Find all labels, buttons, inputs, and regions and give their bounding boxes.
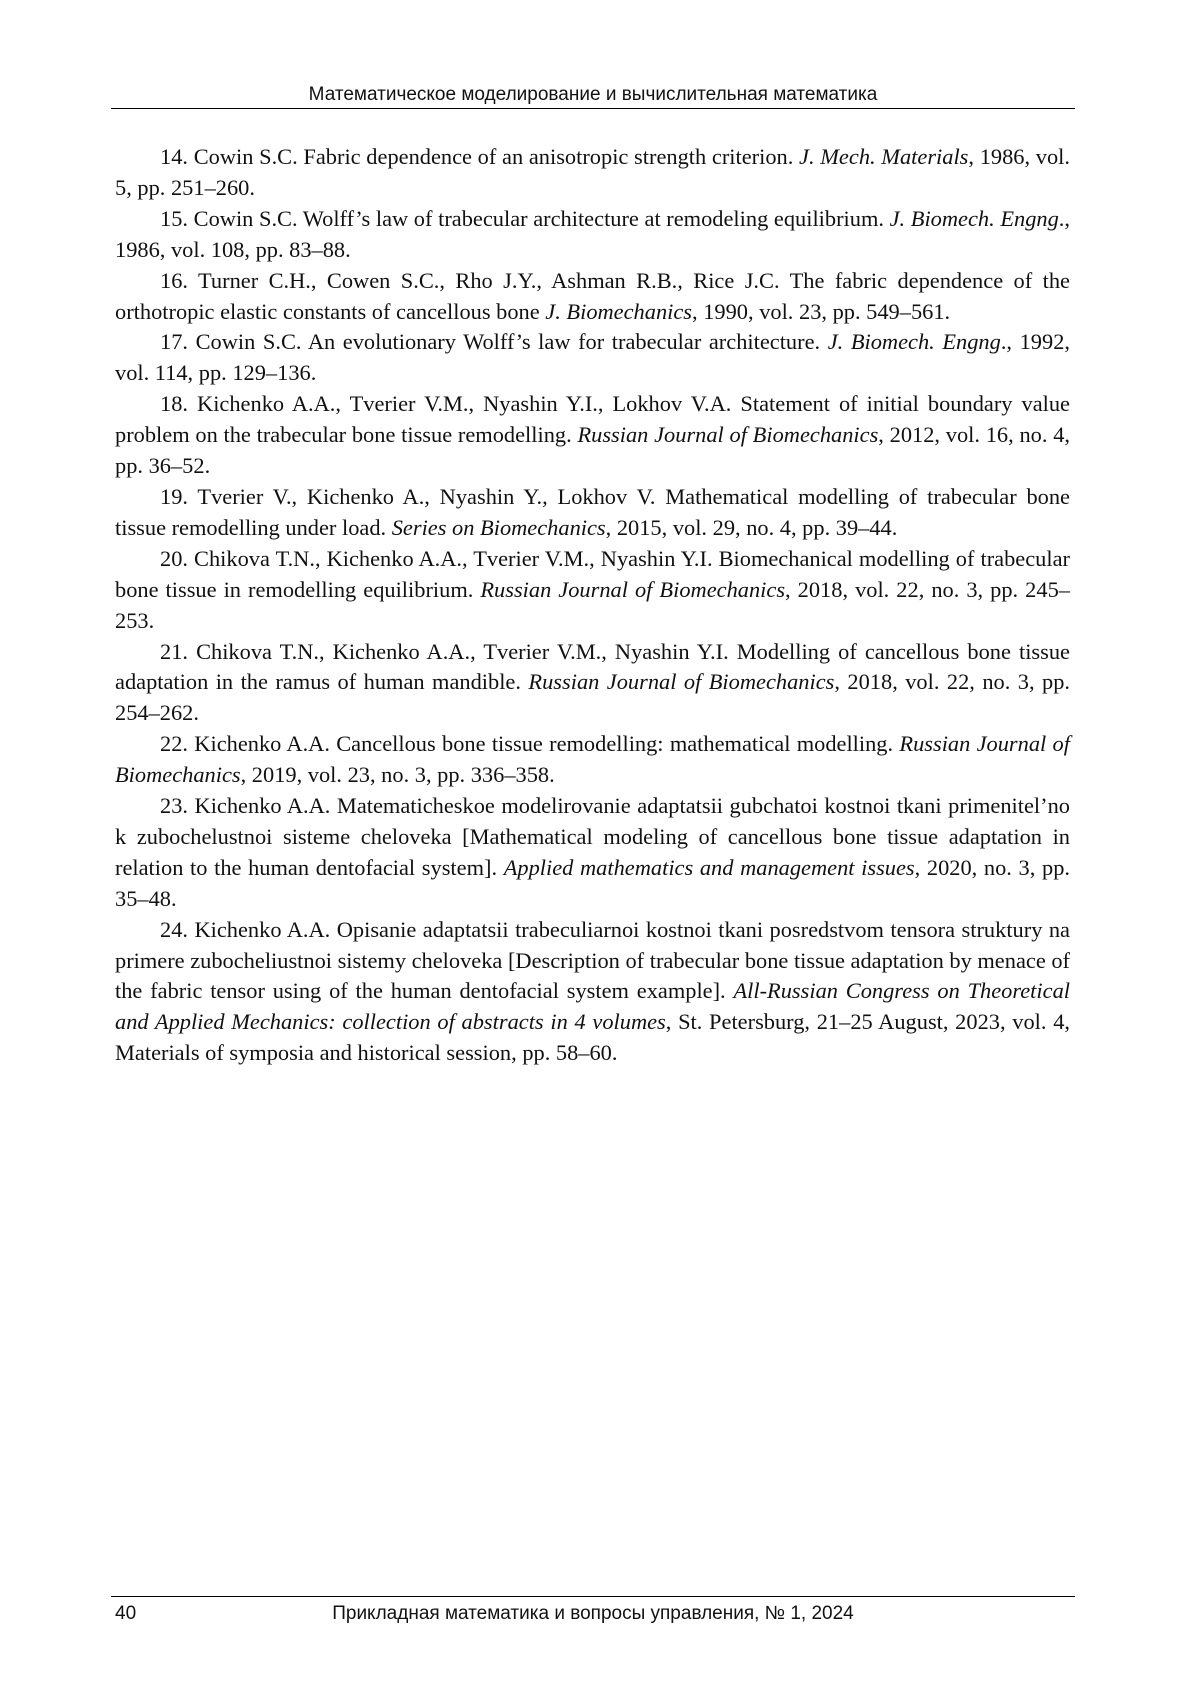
reference-journal: Applied mathematics and management issues	[504, 855, 915, 880]
reference-number: 17.	[160, 329, 188, 354]
reference-authors-title: Turner C.H., Cowen S.C., Rho J.Y., Ashman R.B., Rice J.C. The fabric dependence of the orthotropic elastic constants of cancellous bone	[115, 268, 1070, 324]
reference-authors-title: Kichenko A.A. Opisanie adaptatsii trabeculiarnoi kostnoi tkani posredstvom tensora struktury na primere zubocheliustnoi sistemy cheloveka [Description of trabecular bone tissue adaptation by menace of the fabric tensor using of the human dentofacial system example].	[115, 917, 1070, 1004]
reference-number: 14.	[160, 144, 188, 169]
reference-number: 21.	[160, 639, 188, 664]
reference-authors-title: Cowin S.C. An evolutionary Wolff’s law for trabecular architecture.	[196, 329, 821, 354]
reference-authors-title: Chikova T.N., Kichenko A.A., Tverier V.M., Nyashin Y.I. Modelling of cancellous bone tissue adaptation in the ramus of human mandible.	[115, 639, 1070, 695]
page-number: 40	[115, 1603, 136, 1625]
reference-item	[115, 544, 1070, 637]
reference-item	[115, 142, 1070, 204]
reference-authors-title: Kichenko A.A., Tverier V.M., Nyashin Y.I., Lokhov V.A. Statement of initial boundary value problem on the trabecular bone tissue remodelling.	[115, 391, 1070, 447]
reference-details: , 2015, vol. 29, no. 4, pp. 39–44.	[606, 515, 898, 540]
reference-journal: J. Mech. Materials	[799, 144, 968, 169]
header-divider	[111, 108, 1075, 109]
reference-journal: J. Biomechanics	[545, 299, 692, 324]
reference-number: 22.	[160, 731, 188, 756]
reference-list	[115, 142, 1070, 1069]
reference-journal: J. Biomech. Engng	[890, 206, 1059, 231]
reference-details: ., 1992, vol. 114, pp. 129–136.	[115, 329, 1070, 385]
journal-issue: Прикладная математика и вопросы управления, № 1, 2024	[113, 1603, 1073, 1625]
reference-authors-title: Cowin S.C. Fabric dependence of an anisotropic strength criterion.	[194, 144, 794, 169]
reference-details: , 2019, vol. 23, no. 3, pp. 336–358.	[241, 762, 555, 787]
reference-number: 23.	[160, 793, 188, 818]
reference-number: 19.	[160, 484, 188, 509]
footer-divider	[111, 1596, 1075, 1597]
reference-details: , 2020, no. 3, pp. 35–48.	[115, 855, 1070, 911]
reference-number: 24.	[160, 917, 188, 942]
reference-details: , 1990, vol. 23, pp. 549–561.	[692, 299, 950, 324]
running-head: Математическое моделирование и вычислительная математика	[113, 84, 1073, 106]
reference-details: , 2018, vol. 22, no. 3, pp. 245–253.	[115, 577, 1070, 633]
reference-item	[115, 915, 1070, 1070]
reference-details: , St. Petersburg, 21–25 August, 2023, vol. 4, Materials of symposia and historical session, pp. 58–60.	[115, 1009, 1070, 1065]
reference-number: 20.	[160, 546, 188, 571]
reference-authors-title: Kichenko A.A. Matematicheskoe modelirovanie adaptatsii gubchatoi kostnoi tkani primenitel’no k zubochelustnoi sisteme cheloveka [Mathematical modeling of cancellous bone tissue adaptation in relation to the human dentofacial system].	[115, 793, 1070, 880]
reference-number: 15.	[160, 206, 188, 231]
reference-details: ., 1986, vol. 108, pp. 83–88.	[115, 206, 1070, 262]
page	[0, 0, 1200, 1698]
reference-item	[115, 729, 1070, 791]
reference-item	[115, 266, 1070, 328]
reference-item	[115, 637, 1070, 730]
reference-item	[115, 791, 1070, 915]
reference-item	[115, 389, 1070, 482]
reference-details: , 2012, vol. 16, no. 4, pp. 36–52.	[115, 422, 1070, 478]
reference-journal: All-Russian Congress on Theoretical and Applied Mechanics: collection of abstracts in 4 volumes	[115, 978, 1070, 1034]
reference-number: 16.	[160, 268, 188, 293]
reference-journal: Russian Journal of Biomechanics	[528, 669, 834, 694]
reference-journal: Russian Journal of Biomechanics	[115, 731, 1070, 787]
reference-item	[115, 204, 1070, 266]
reference-details: , 2018, vol. 22, no. 3, pp. 254–262.	[115, 669, 1070, 725]
reference-authors-title: Tverier V., Kichenko A., Nyashin Y., Lokhov V. Mathematical modelling of trabecular bone tissue remodelling under load.	[115, 484, 1070, 540]
reference-authors-title: Chikova T.N., Kichenko A.A., Tverier V.M., Nyashin Y.I. Biomechanical modelling of trabecular bone tissue in remodelling equilibrium.	[115, 546, 1070, 602]
reference-journal: Russian Journal of Biomechanics	[480, 577, 785, 602]
reference-item	[115, 327, 1070, 389]
reference-authors-title: Kichenko A.A. Cancellous bone tissue remodelling: mathematical modelling.	[194, 731, 893, 756]
reference-journal: J. Biomech. Engng	[828, 329, 1001, 354]
reference-journal: Series on Biomechanics	[392, 515, 606, 540]
reference-item	[115, 482, 1070, 544]
reference-number: 18.	[160, 391, 188, 416]
reference-journal: Russian Journal of Biomechanics	[577, 422, 878, 447]
reference-details: , 1986, vol. 5, pp. 251–260.	[115, 144, 1070, 200]
reference-authors-title: Cowin S.C. Wolff’s law of trabecular architecture at remodeling equilibrium.	[194, 206, 884, 231]
